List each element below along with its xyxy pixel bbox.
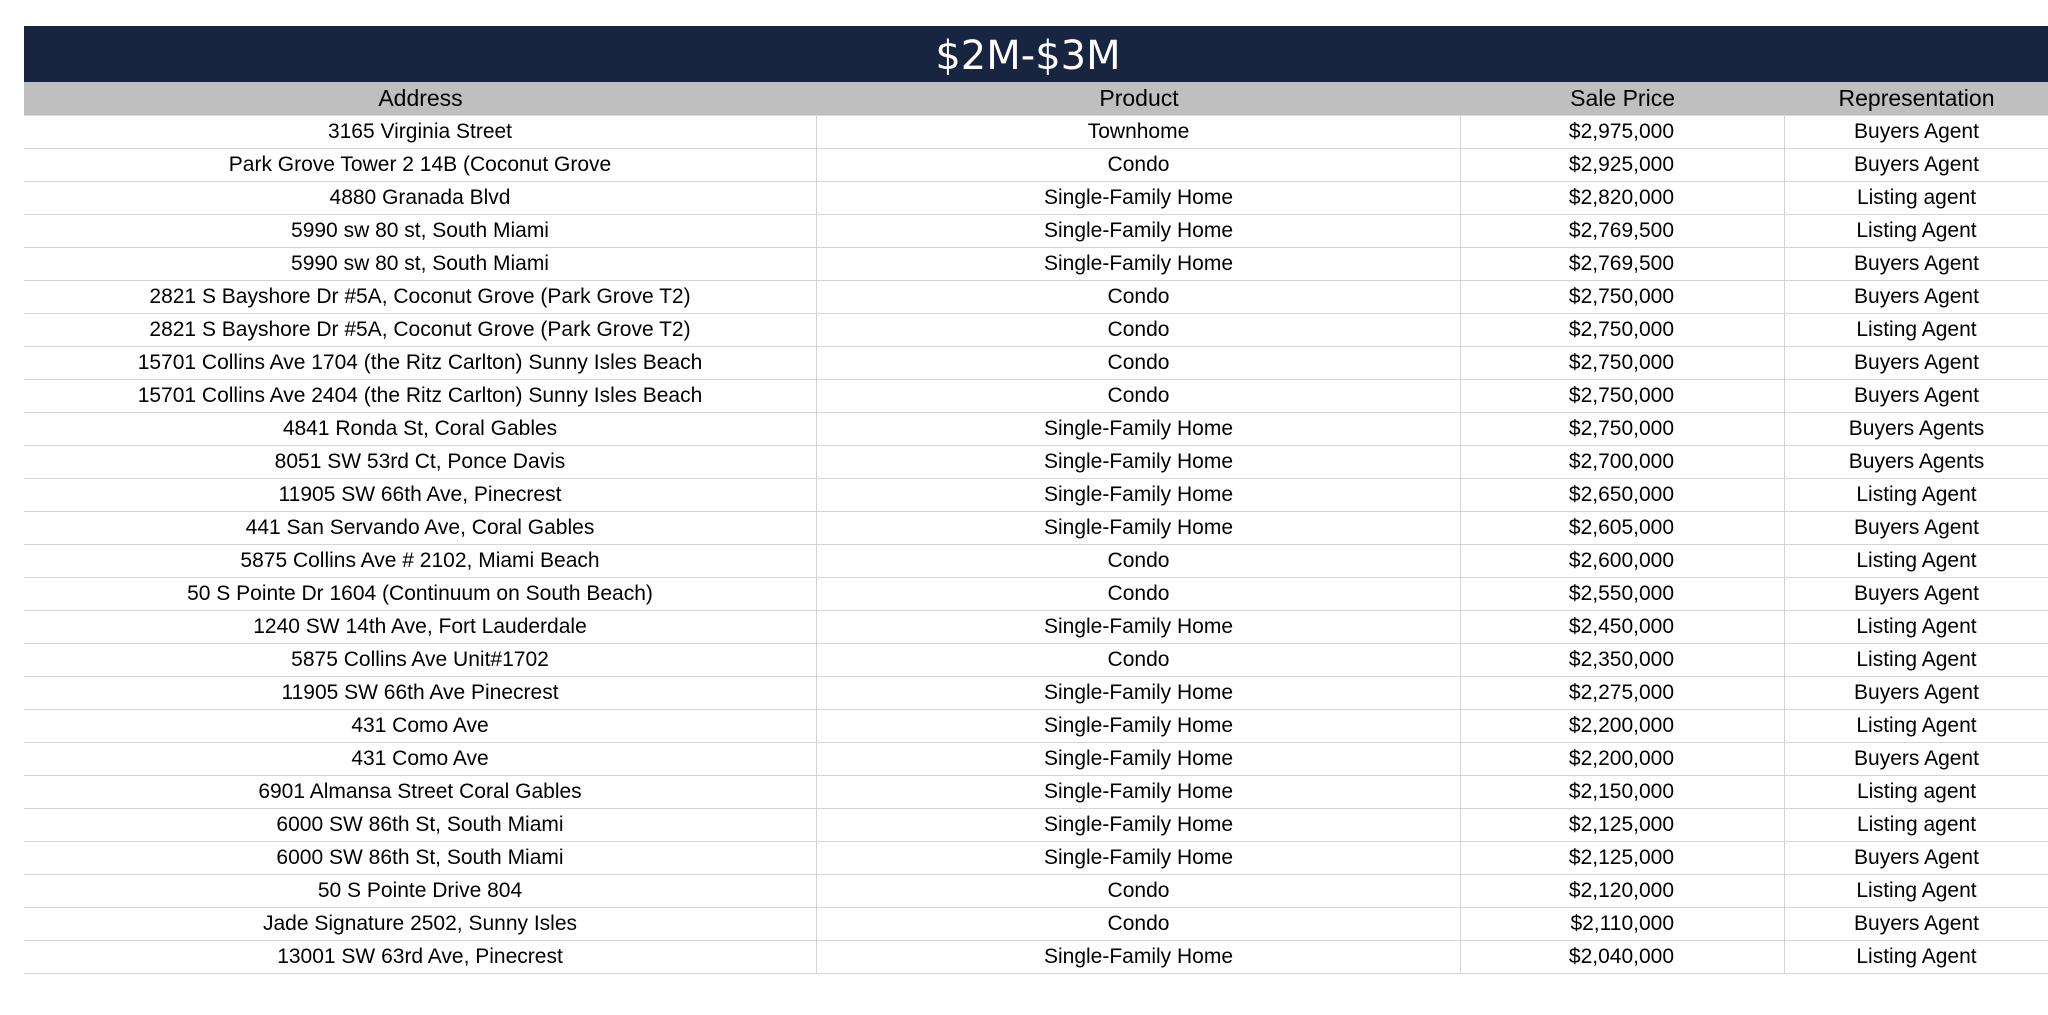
sale-price-cell: $2,110,000 <box>1461 908 1785 940</box>
representation-cell: Listing Agent <box>1856 714 1977 737</box>
representation-cell: Buyers Agent <box>1854 516 1979 539</box>
address-cell: 5875 Collins Ave # 2102, Miami Beach <box>24 545 817 577</box>
sale-price-cell: $2,275,000 <box>1461 677 1785 709</box>
sale-price-cell: $2,750,000 <box>1461 314 1785 346</box>
table-row <box>24 743 2048 776</box>
sale-price-cell: $2,769,500 <box>1461 215 1785 247</box>
address-cell: Jade Signature 2502, Sunny Isles <box>24 908 817 940</box>
table-row <box>24 248 2048 281</box>
sale-price-cell: $2,350,000 <box>1461 644 1785 676</box>
representation-cell: Buyers Agents <box>1848 417 1985 440</box>
sale-price-cell: $2,605,000 <box>1461 512 1785 544</box>
table-row <box>24 545 2048 578</box>
sale-price-cell: $2,769,500 <box>1461 248 1785 280</box>
product-cell: Single-Family Home <box>817 215 1461 247</box>
table-row <box>24 710 2048 743</box>
representation-cell: Listing agent <box>1856 186 1977 209</box>
product-cell: Condo <box>817 347 1461 379</box>
product-cell: Single-Family Home <box>817 743 1461 775</box>
product-cell: Single-Family Home <box>817 842 1461 874</box>
product-cell: Single-Family Home <box>817 182 1461 214</box>
product-cell: Townhome <box>817 116 1461 148</box>
table-row <box>24 908 2048 941</box>
product-cell: Single-Family Home <box>817 710 1461 742</box>
table-row <box>24 644 2048 677</box>
representation-cell: Buyers Agents <box>1848 450 1985 473</box>
table-row <box>24 809 2048 842</box>
address-cell: 5990 sw 80 st, South Miami <box>24 248 817 280</box>
sale-price-cell: $2,750,000 <box>1461 281 1785 313</box>
table-row <box>24 776 2048 809</box>
sale-price-cell: $2,925,000 <box>1461 149 1785 181</box>
address-cell: 8051 SW 53rd Ct, Ponce Davis <box>24 446 817 478</box>
table-row <box>24 611 2048 644</box>
sale-price-cell: $2,125,000 <box>1461 842 1785 874</box>
header-row <box>24 82 2048 116</box>
product-cell: Condo <box>817 149 1461 181</box>
address-cell: 2821 S Bayshore Dr #5A, Coconut Grove (Park Grove T2) <box>24 281 817 313</box>
representation-cell: Buyers Agent <box>1854 846 1979 869</box>
table-row <box>24 578 2048 611</box>
sale-price-cell: $2,750,000 <box>1461 347 1785 379</box>
product-cell: Single-Family Home <box>817 446 1461 478</box>
sale-price-cell: $2,200,000 <box>1461 710 1785 742</box>
table-row <box>24 347 2048 380</box>
product-cell: Single-Family Home <box>817 611 1461 643</box>
sale-price-cell: $2,650,000 <box>1461 479 1785 511</box>
sale-price-cell: $2,120,000 <box>1461 875 1785 907</box>
header-sale-price: Sale Price <box>1570 85 1675 111</box>
representation-cell: Listing Agent <box>1856 483 1977 506</box>
product-cell: Condo <box>817 281 1461 313</box>
product-cell: Single-Family Home <box>817 479 1461 511</box>
representation-cell: Listing Agent <box>1856 318 1977 341</box>
representation-cell: Listing Agent <box>1856 219 1977 242</box>
product-cell: Single-Family Home <box>817 809 1461 841</box>
address-cell: 431 Como Ave <box>24 710 817 742</box>
representation-cell: Buyers Agent <box>1854 252 1979 275</box>
product-cell: Condo <box>817 644 1461 676</box>
sale-price-cell: $2,450,000 <box>1461 611 1785 643</box>
sale-price-cell: $2,600,000 <box>1461 545 1785 577</box>
representation-cell: Listing agent <box>1856 813 1977 836</box>
table-row <box>24 149 2048 182</box>
table-row <box>24 380 2048 413</box>
sale-price-cell: $2,820,000 <box>1461 182 1785 214</box>
table-row <box>24 446 2048 479</box>
representation-cell: Buyers Agent <box>1854 351 1979 374</box>
address-cell: 50 S Pointe Drive 804 <box>24 875 817 907</box>
representation-cell: Listing Agent <box>1856 615 1977 638</box>
address-cell: 5875 Collins Ave Unit#1702 <box>24 644 817 676</box>
address-cell: 4880 Granada Blvd <box>24 182 817 214</box>
sale-price-cell: $2,750,000 <box>1461 413 1785 445</box>
product-cell: Single-Family Home <box>817 248 1461 280</box>
representation-cell: Buyers Agent <box>1854 285 1979 308</box>
address-cell: 2821 S Bayshore Dr #5A, Coconut Grove (Park Grove T2) <box>24 314 817 346</box>
sale-price-cell: $2,750,000 <box>1461 380 1785 412</box>
address-cell: 6000 SW 86th St, South Miami <box>24 842 817 874</box>
sale-price-cell: $2,200,000 <box>1461 743 1785 775</box>
table-row <box>24 875 2048 908</box>
sale-price-cell: $2,700,000 <box>1461 446 1785 478</box>
product-cell: Single-Family Home <box>817 413 1461 445</box>
representation-cell: Listing Agent <box>1856 549 1977 572</box>
address-cell: 15701 Collins Ave 1704 (the Ritz Carlton) Sunny Isles Beach <box>24 347 817 379</box>
sale-price-cell: $2,125,000 <box>1461 809 1785 841</box>
representation-cell: Buyers Agent <box>1854 120 1979 143</box>
product-cell: Single-Family Home <box>817 941 1461 973</box>
product-cell: Condo <box>817 875 1461 907</box>
representation-cell: Buyers Agent <box>1854 681 1979 704</box>
product-cell: Condo <box>817 545 1461 577</box>
address-cell: 6901 Almansa Street Coral Gables <box>24 776 817 808</box>
table-row <box>24 941 2048 974</box>
address-cell: 15701 Collins Ave 2404 (the Ritz Carlton) Sunny Isles Beach <box>24 380 817 412</box>
representation-cell: Listing Agent <box>1856 879 1977 902</box>
sale-price-cell: $2,150,000 <box>1461 776 1785 808</box>
table-title: $2M-$3M <box>935 33 1121 79</box>
table-row <box>24 314 2048 347</box>
table-title-bar <box>24 26 2048 82</box>
representation-cell: Buyers Agent <box>1854 153 1979 176</box>
address-cell: 4841 Ronda St, Coral Gables <box>24 413 817 445</box>
header-address: Address <box>378 85 463 111</box>
table-row <box>24 479 2048 512</box>
sales-table <box>24 26 2048 974</box>
address-cell: 5990 sw 80 st, South Miami <box>24 215 817 247</box>
representation-cell: Buyers Agent <box>1854 384 1979 407</box>
sale-price-cell: $2,040,000 <box>1461 941 1785 973</box>
table-row <box>24 677 2048 710</box>
table-row <box>24 413 2048 446</box>
representation-cell: Buyers Agent <box>1854 912 1979 935</box>
table-body <box>24 116 2048 974</box>
address-cell: Park Grove Tower 2 14B (Coconut Grove <box>24 149 817 181</box>
representation-cell: Listing agent <box>1856 780 1977 803</box>
representation-cell: Buyers Agent <box>1854 747 1979 770</box>
product-cell: Condo <box>817 578 1461 610</box>
address-cell: 1240 SW 14th Ave, Fort Lauderdale <box>24 611 817 643</box>
address-cell: 3165 Virginia Street <box>24 116 817 148</box>
product-cell: Single-Family Home <box>817 776 1461 808</box>
address-cell: 6000 SW 86th St, South Miami <box>24 809 817 841</box>
address-cell: 13001 SW 63rd Ave, Pinecrest <box>24 941 817 973</box>
product-cell: Single-Family Home <box>817 512 1461 544</box>
sale-price-cell: $2,975,000 <box>1461 116 1785 148</box>
table-row <box>24 182 2048 215</box>
representation-cell: Buyers Agent <box>1854 582 1979 605</box>
product-cell: Condo <box>817 380 1461 412</box>
representation-cell: Listing Agent <box>1856 945 1977 968</box>
table-row <box>24 842 2048 875</box>
table-row <box>24 116 2048 149</box>
address-cell: 431 Como Ave <box>24 743 817 775</box>
header-product: Product <box>1099 85 1179 111</box>
product-cell: Condo <box>817 314 1461 346</box>
table-row <box>24 281 2048 314</box>
table-row <box>24 215 2048 248</box>
representation-cell: Listing Agent <box>1856 648 1977 671</box>
address-cell: 441 San Servando Ave, Coral Gables <box>24 512 817 544</box>
table-row <box>24 512 2048 545</box>
sale-price-cell: $2,550,000 <box>1461 578 1785 610</box>
product-cell: Single-Family Home <box>817 677 1461 709</box>
header-representation: Representation <box>1838 85 1995 111</box>
address-cell: 11905 SW 66th Ave Pinecrest <box>24 677 817 709</box>
address-cell: 11905 SW 66th Ave, Pinecrest <box>24 479 817 511</box>
address-cell: 50 S Pointe Dr 1604 (Continuum on South Beach) <box>24 578 817 610</box>
product-cell: Condo <box>817 908 1461 940</box>
